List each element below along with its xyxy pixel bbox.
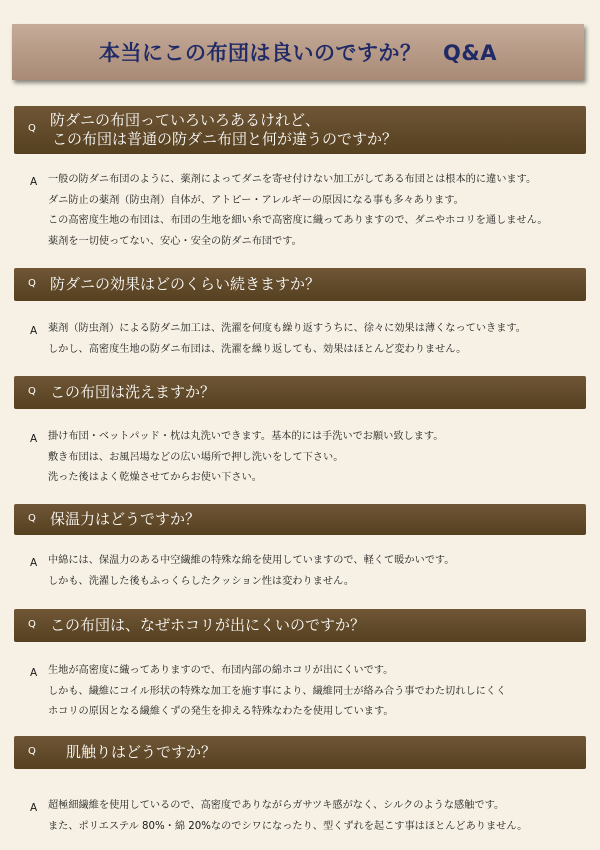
question-line: この布団は洗えますか？: [50, 383, 216, 401]
question-line: 防ダニの効果はどのくらい続きますか？: [50, 275, 321, 293]
answer-line: 洗った後はよく乾燥させてからお使い下さい。: [48, 472, 262, 483]
answer-line: 一般の防ダニ布団のように、薬剤によってダニを寄せ付けない加工がしてある布団とは根本的に違います。: [48, 174, 537, 185]
question-bar-4: [14, 504, 586, 535]
question-line: この布団は普通の防ダニ布団と何が違うのですか？: [52, 130, 398, 148]
a-mark: A: [30, 433, 38, 445]
answer-text: [48, 551, 454, 592]
answer-text: [48, 796, 527, 837]
answer-line: 中綿には、保温力のある中空繊維の特殊な綿を使用していますので、軽くて暖かいです。: [48, 555, 455, 566]
answer-line: 敷き布団は、お風呂場などの広い場所で押し洗いをして下さい。: [48, 451, 344, 463]
answer-line: 超極細繊維を使用しているので、高密度でありながらガサツキ感がなく、シルクのような感触です。: [48, 800, 505, 811]
answer-line: しかも、繊維にコイル形状の特殊な加工を施す事により、繊維同士が絡み合う事でわた切れしにくく: [48, 685, 507, 697]
question-bar-5: [14, 609, 586, 642]
q-mark: Q: [28, 513, 36, 524]
question-line: この布団は、なぜホコリが出にくいのですか？: [50, 616, 366, 634]
q-mark: Q: [28, 746, 36, 757]
answer-line: 薬剤（防虫剤）による防ダニ加工は、洗濯を何度も繰り返すうちに、徐々に効果は薄くなっていきます。: [48, 323, 526, 334]
answer-text: [48, 427, 443, 489]
answer-line: また、ポリエステル 80%・綿 20%なのでシワになったり、型くずれを起こす事はほとんどありません。: [48, 820, 528, 832]
question-bar-6: [14, 736, 586, 769]
answer-line: 生地が高密度に織ってありますので、布団内部の綿ホコリが出にくいです。: [48, 665, 394, 676]
q-mark: Q: [28, 123, 36, 134]
page-title: 本当にこの布団は良いのですか？ Q&A: [99, 41, 497, 65]
answer-line: 掛け布団・ベットパッド・枕は丸洗いできます。基本的には手洗いでお願い致します。: [48, 431, 444, 442]
title-banner: [12, 24, 584, 80]
a-mark: A: [30, 667, 38, 679]
question-text: [50, 111, 397, 149]
answer-text: [48, 170, 548, 252]
answer-text: [48, 661, 506, 723]
a-mark: A: [30, 557, 38, 569]
answer-line: ホコリの原因となる繊維くずの発生を抑える特殊なわたを使用しています。: [48, 706, 394, 717]
a-mark: A: [30, 802, 38, 814]
question-line: 保温力はどうですか？: [50, 510, 201, 528]
a-mark: A: [30, 176, 38, 188]
question-line: 防ダニの布団っていろいろあるけれど、: [50, 111, 321, 129]
question-bar-3: [14, 376, 586, 409]
q-mark: Q: [28, 619, 36, 630]
answer-line: しかも、洗濯した後もふっくらしたクッション性は変わりません。: [48, 575, 355, 587]
q-mark: Q: [28, 386, 36, 397]
answer-line: この高密度生地の布団は、布団の生地を細い糸で高密度に織ってありますので、ダニやホコリを通しません。: [48, 215, 548, 226]
q-mark: Q: [28, 278, 36, 289]
answer-line: ダニ防止の薬剤（防虫剤）自体が、アトピー・アレルギーの原因になる事も多々あります。: [48, 194, 464, 206]
answer-line: しかし、高密度生地の防ダニ布団は、洗濯を繰り返しても、効果はほとんど変わりません。: [48, 343, 467, 355]
answer-line: 薬剤を一切使ってない、安心・安全の防ダニ布団です。: [48, 235, 302, 247]
a-mark: A: [30, 325, 38, 337]
answer-text: [48, 319, 526, 360]
question-bar-2: [14, 268, 586, 301]
question-line: 肌触りはどうですか？: [66, 743, 217, 761]
question-bar-1: [14, 106, 586, 154]
